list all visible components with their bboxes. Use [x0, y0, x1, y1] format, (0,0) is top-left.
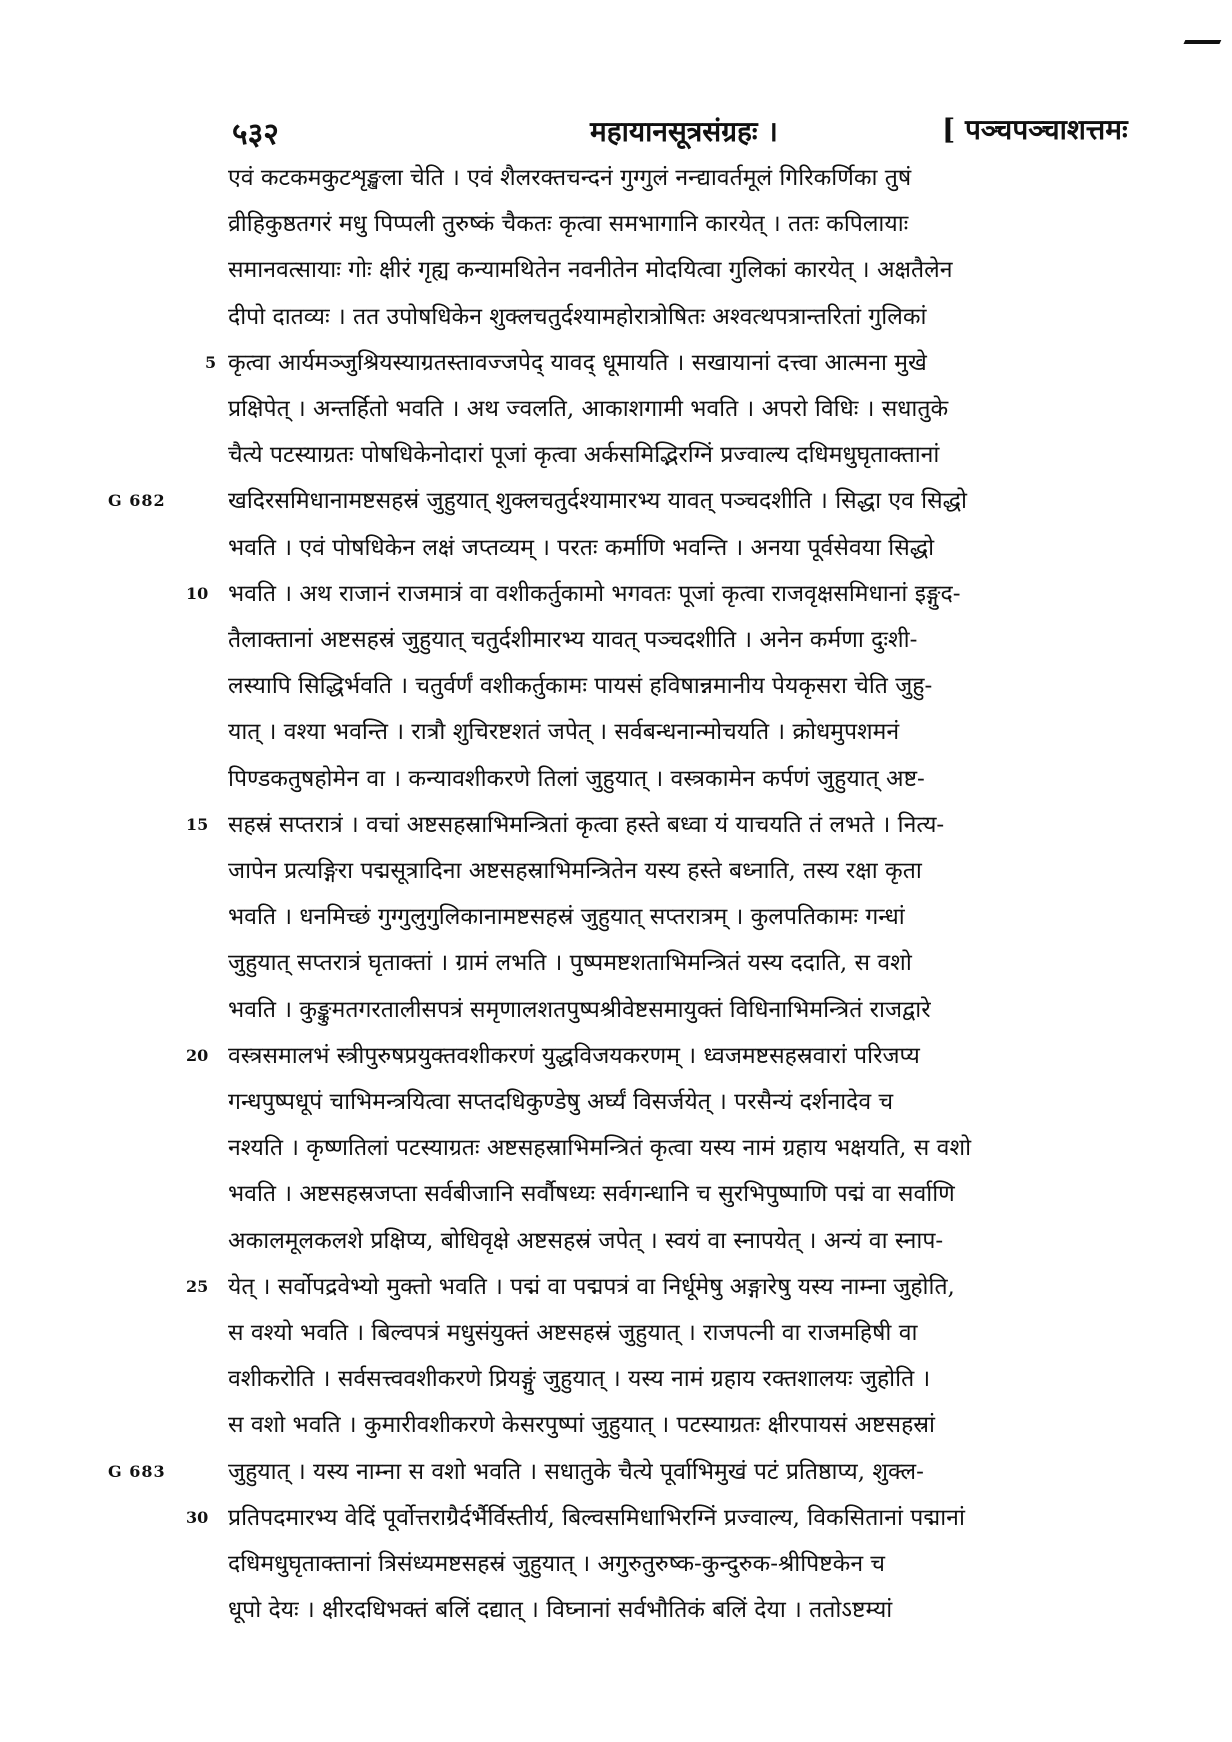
text-line: भवति । एवं पोषधिकेन लक्षं जप्तव्यम् । परतः कर्माणि भवन्ति । अनया पूर्वसेवया सिद्धो: [228, 535, 935, 561]
text-line: नश्यति । कृष्णतिलां पटस्याग्रतः अष्टसहस्राभिमन्त्रितं कृत्वा यस्य नामं ग्रहाय भक्षयति, स वशो: [228, 1135, 972, 1161]
line-number: 30: [186, 1508, 209, 1527]
page-header: [0, 92, 1232, 152]
text-line: भवति । अष्टसहस्रजप्ता सर्वबीजानि सर्वौषध्यः सर्वगन्धानि च सुरभिपुष्पाणि पद्मं वा सर्वाणि: [228, 1181, 955, 1207]
text-line: एवं कटकमकुटशृङ्खला चेति । एवं शैलरक्तचन्दनं गुग्गुलं नन्द्यावर्तमूलं गिरिकर्णिका तुषं: [228, 165, 912, 191]
running-title: महायानसूत्रसंग्रहः ।: [590, 115, 778, 148]
text-line: भवति । धनमिच्छं गुग्गुलुगुलिकानामष्टसहस्रं जुहुयात् सप्तरात्रम् । कुलपतिकामः गन्धां: [228, 904, 905, 930]
line-number: 25: [186, 1277, 209, 1296]
text-line: यात् । वश्या भवन्ति । रात्रौ शुचिरष्टशतं जपेत् । सर्वबन्धनान्मोचयति । क्रोधमुपशमनं: [228, 719, 900, 745]
text-line: दधिमधुघृताक्तानां त्रिसंध्यमष्टसहस्रं जुहुयात् । अगुरुतुरुष्क-कुन्दुरुक-श्रीपिष्टकेन च: [228, 1551, 885, 1577]
text-line: पिण्डकतुषहोमेन वा । कन्यावशीकरणे तिलां जुहुयात् । वस्त्रकामेन कर्पणं जुहुयात् अष्ट-: [228, 766, 925, 792]
text-line: गन्धपुष्पधूपं चाभिमन्त्रयित्वा सप्तदधिकुण्डेषु अर्घ्यं विसर्जयेत् । परसैन्यं दर्शनादेव च: [228, 1089, 894, 1115]
text-line: स वशो भवति । कुमारीवशीकरणे केसरपुष्पां जुहुयात् । पटस्याग्रतः क्षीरपायसं अष्टसहस्रां: [228, 1412, 936, 1438]
text-line: कृत्वा आर्यमञ्जुश्रियस्याग्रतस्तावज्जपेद् यावद् धूमायति । सखायानां दत्त्वा आत्मना मुखे: [228, 350, 927, 376]
margin-reference: G 682: [108, 491, 166, 510]
text-line: व्रीहिकुष्ठतगरं मधु पिप्पली तुरुष्कं चैकतः कृत्वा समभागानि कारयेत् । ततः कपिलायाः: [228, 211, 909, 237]
text-line: स वश्यो भवति । बिल्वपत्रं मधुसंयुक्तं अष्टसहस्रं जुहुयात् । राजपत्नी वा राजमहिषी वा: [228, 1320, 918, 1346]
chapter-heading: [ पञ्चपञ्चाशत्तमः: [942, 113, 1128, 146]
margin-reference: G 683: [108, 1462, 166, 1481]
page-corner-mark: [1183, 16, 1232, 44]
text-line: जापेन प्रत्यङ्गिरा पद्मसूत्रादिना अष्टसहस्राभिमन्त्रितेन यस्य हस्ते बध्नाति, तस्य रक्षा कृता: [228, 858, 922, 884]
line-number: 10: [186, 584, 209, 603]
text-line: प्रक्षिपेत् । अन्तर्हितो भवति । अथ ज्वलति, आकाशगामी भवति । अपरो विधिः । सधातुके: [228, 396, 949, 422]
text-line: वशीकरोति । सर्वसत्त्ववशीकरणे प्रियङ्गुं जुहुयात् । यस्य नामं ग्रहाय रक्तशालयः जुहोति ।: [228, 1366, 931, 1392]
text-line: सहस्रं सप्तरात्रं । वचां अष्टसहस्राभिमन्त्रितां कृत्वा हस्ते बध्वा यं याचयति तं लभते । नित्य-: [228, 812, 945, 838]
line-number: 20: [186, 1046, 209, 1065]
text-line: प्रतिपदमारभ्य वेदिं पूर्वोत्तराग्रैर्दर्भैर्विस्तीर्य, बिल्वसमिधाभिरग्निं प्रज्वाल्य, विकसितानां पद्मानां: [228, 1505, 965, 1531]
text-line: भवति । अथ राजानं राजमात्रं वा वशीकर्तुकामो भगवतः पूजां कृत्वा राजवृक्षसमिधानां इङ्गुद-: [228, 581, 961, 607]
text-line: भवति । कुङ्कुमतगरतालीसपत्रं समृणालशतपुष्पश्रीवेष्टसमायुक्तं विधिनाभिमन्त्रितं राजद्वारे: [228, 997, 931, 1023]
text-line: दीपो दातव्यः । तत उपोषधिकेन शुक्लचतुर्दश्यामहोरात्रोषितः अश्वत्थपत्रान्तरितां गुलिकां: [228, 304, 927, 330]
text-line: जुहुयात् सप्तरात्रं घृताक्तां । ग्रामं लभति । पुष्पमष्टशताभिमन्त्रितं यस्य ददाति, स वशो: [228, 950, 912, 976]
line-number: 5: [205, 353, 217, 372]
text-line: वस्त्रसमालभं स्त्रीपुरुषप्रयुक्तवशीकरणं युद्धविजयकरणम् । ध्वजमष्टसहस्रवारां परिजप्य: [228, 1043, 920, 1069]
text-line: चैत्ये पटस्याग्रतः पोषधिकेनोदारां पूजां कृत्वा अर्कसमिद्भिरग्निं प्रज्वाल्य दधिमधुघृताक्तानां: [228, 442, 940, 468]
text-line: जुहुयात् । यस्य नाम्ना स वशो भवति । सधातुके चैत्ये पूर्वाभिमुखं पटं प्रतिष्ठाप्य, शुक्ल-: [228, 1459, 924, 1485]
text-line: लस्यापि सिद्धिर्भवति । चतुर्वर्णं वशीकर्तुकामः पायसं हविषान्नमानीय पेयकृसरा चेति जुहु-: [228, 673, 933, 699]
text-line: खदिरसमिधानामष्टसहस्रं जुहुयात् शुक्लचतुर्दश्यामारभ्य यावत् पञ्चदशीति । सिद्धा एव सिद्धो: [228, 488, 968, 514]
text-line: धूपो देयः । क्षीरदधिभक्तं बलिं दद्यात् । विघ्नानां सर्वभौतिकं बलिं देया । ततोऽष्टम्यां: [228, 1597, 893, 1623]
text-line: येत् । सर्वोपद्रवेभ्यो मुक्तो भवति । पद्मं वा पद्मपत्रं वा निर्धूमेषु अङ्गारेषु यस्य नाम्ना जुहोति,: [228, 1274, 955, 1300]
line-number: 15: [186, 815, 209, 834]
text-line: समानवत्सायाः गोः क्षीरं गृह्य कन्यामथितेन नवनीतेन मोदयित्वा गुलिकां कारयेत् । अक्षतैलेन: [228, 257, 953, 283]
page-number: ५३२: [232, 117, 279, 152]
text-line: तैलाक्तानां अष्टसहस्रं जुहुयात् चतुर्दशीमारभ्य यावत् पञ्चदशीति । अनेन कर्मणा दुःशी-: [228, 627, 918, 653]
text-line: अकालमूलकलशे प्रक्षिप्य, बोधिवृक्षे अष्टसहस्रं जपेत् । स्वयं वा स्नापयेत् । अन्यं वा स्नाप-: [228, 1228, 944, 1254]
